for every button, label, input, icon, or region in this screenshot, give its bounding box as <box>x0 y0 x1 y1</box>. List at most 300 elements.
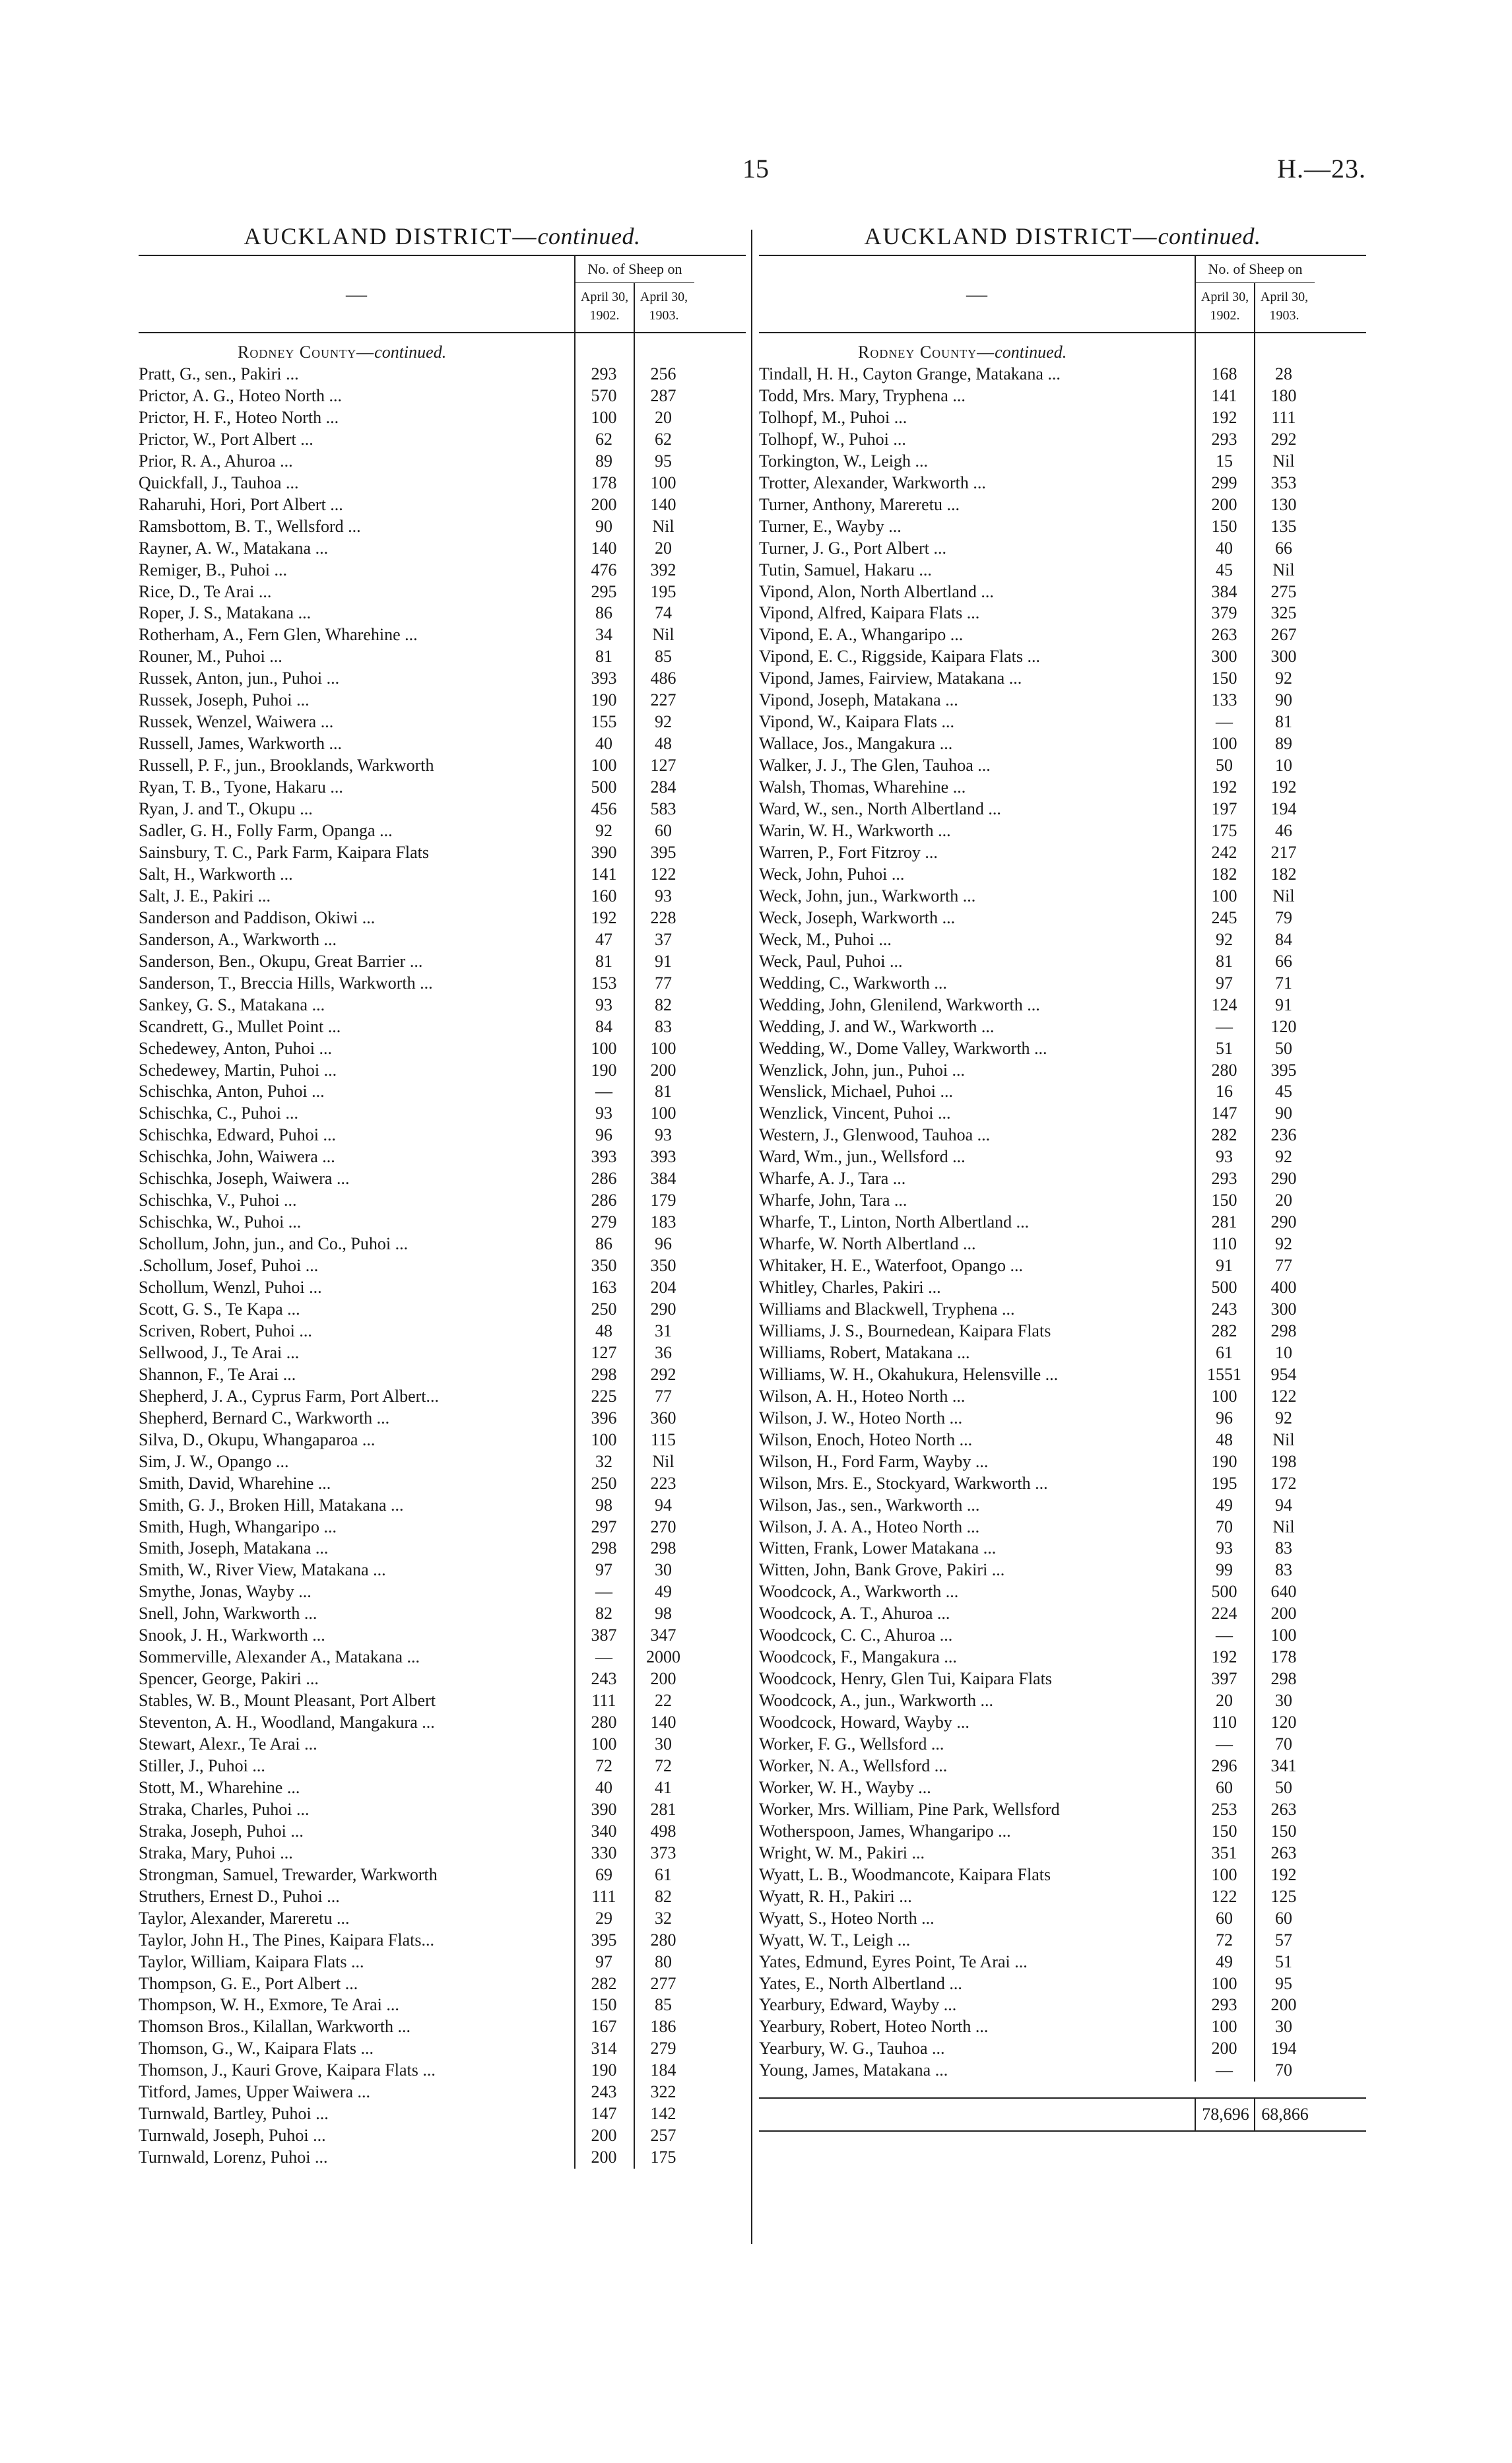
table-row <box>139 1799 746 1821</box>
sheep-1903: 82 <box>655 995 672 1014</box>
table-row <box>139 1517 746 1538</box>
sheep-1903: 10 <box>1275 1342 1292 1362</box>
owner-name: Straka, Mary, Puhoi ... <box>139 1843 293 1862</box>
table-row <box>139 1930 746 1952</box>
table-row <box>139 1125 746 1146</box>
sheep-1902: 93 <box>1216 1147 1233 1167</box>
sheep-1902: 97 <box>1216 973 1233 993</box>
table-row <box>139 1560 746 1581</box>
header-date-1903: April 30, 1903. <box>634 282 693 332</box>
table-row <box>759 1560 1366 1581</box>
sheep-1903: 90 <box>1275 690 1292 710</box>
sheep-1902: 379 <box>1211 603 1237 623</box>
table-row <box>759 1321 1366 1342</box>
sheep-1903: 122 <box>650 864 676 884</box>
sheep-1903: 120 <box>1270 1713 1297 1732</box>
sheep-1902: 93 <box>1216 1538 1233 1558</box>
sheep-1903: 298 <box>1270 1321 1297 1340</box>
sheep-1903: 275 <box>1270 581 1297 601</box>
sheep-1902: 280 <box>1211 1060 1237 1080</box>
owner-name: Sanderson, T., Breccia Hills, Warkworth ... <box>139 973 433 993</box>
table-row <box>759 820 1366 842</box>
owner-name: Tolhopf, W., Puhoi ... <box>759 429 906 449</box>
sheep-1902: 570 <box>591 385 617 405</box>
sheep-1902: 293 <box>591 364 617 383</box>
table-row <box>139 690 746 711</box>
sheep-1903: 96 <box>655 1234 672 1254</box>
table-row <box>139 1212 746 1233</box>
table-row <box>759 1843 1366 1864</box>
table-row <box>139 799 746 820</box>
table-row <box>759 473 1366 494</box>
owner-name: Ryan, J. and T., Okupu ... <box>139 799 313 819</box>
owner-name: Thomson, J., Kauri Grove, Kaipara Flats ... <box>139 2060 436 2080</box>
sheep-1902: 200 <box>591 2148 617 2167</box>
sheep-1903: 135 <box>1270 516 1297 536</box>
sheep-1903: Nil <box>1272 560 1295 579</box>
sheep-1903: 486 <box>650 669 676 688</box>
sheep-1902: 190 <box>591 690 617 710</box>
left-table-body <box>139 364 746 2169</box>
table-row <box>759 2016 1366 2038</box>
sheep-1902: 15 <box>1216 451 1233 471</box>
header-date-1902: April 30, 1902. <box>1195 282 1254 332</box>
table-row <box>139 1864 746 1886</box>
sheep-1902: 93 <box>595 995 612 1014</box>
sheep-1902: 147 <box>591 2104 617 2124</box>
sheep-1903: Nil <box>1272 886 1295 905</box>
table-row <box>139 929 746 951</box>
sheep-1902: 242 <box>1211 842 1237 862</box>
owner-name: Prictor, W., Port Albert ... <box>139 429 313 449</box>
sheep-1902: 99 <box>1216 1560 1233 1580</box>
owner-name: Titford, James, Upper Waiwera ... <box>139 2082 371 2102</box>
table-row <box>139 777 746 799</box>
owner-name: Scandrett, G., Mullet Point ... <box>139 1016 341 1036</box>
table-row <box>139 1038 746 1060</box>
owner-name: Sanderson, Ben., Okupu, Great Barrier ... <box>139 951 423 971</box>
sheep-1903: 236 <box>1270 1125 1297 1145</box>
sheep-1902: 245 <box>1211 907 1237 927</box>
sheep-1902: 175 <box>1211 821 1237 841</box>
sheep-1903: 83 <box>1275 1560 1292 1580</box>
sheep-1902: 296 <box>1211 1756 1237 1775</box>
sheep-1903: Nil <box>1272 1429 1295 1449</box>
sheep-1903: 290 <box>1270 1212 1297 1232</box>
table-row <box>139 820 746 842</box>
table-row <box>139 1756 746 1777</box>
table-row <box>759 995 1366 1016</box>
sheep-1902: 47 <box>595 929 612 949</box>
owner-name: Woodcock, Howard, Wayby ... <box>759 1713 970 1732</box>
column-divider <box>751 230 752 2244</box>
owner-name: Rayner, A. W., Matakana ... <box>139 538 329 558</box>
owner-name: Yates, Edmund, Eyres Point, Te Arai ... <box>759 1952 1028 1971</box>
sheep-1903: 22 <box>655 1691 672 1711</box>
header-dash: — <box>966 282 987 306</box>
owner-name: Yearbury, W. G., Tauhoa ... <box>759 2039 945 2058</box>
sheep-1902: 200 <box>1211 2039 1237 2058</box>
owner-name: Struthers, Ernest D., Puhoi ... <box>139 1886 340 1906</box>
table-row <box>759 1625 1366 1647</box>
table-row <box>759 973 1366 995</box>
table-row <box>759 1994 1366 2016</box>
owner-name: Thompson, G. E., Port Albert ... <box>139 1973 358 1993</box>
right-column <box>759 218 1366 2132</box>
owner-name: Wedding, C., Warkworth ... <box>759 973 947 993</box>
sheep-1902: 100 <box>1211 1864 1237 1884</box>
table-row <box>759 364 1366 385</box>
sheep-1903: 84 <box>1275 929 1292 949</box>
sheep-1902: 351 <box>1211 1843 1237 1862</box>
sheep-1903: 583 <box>650 799 676 819</box>
table-row <box>759 516 1366 538</box>
sheep-1902: 153 <box>591 973 617 993</box>
sheep-1902: 111 <box>591 1691 616 1711</box>
sheep-1902: 293 <box>1211 429 1237 449</box>
sheep-1903: 85 <box>655 647 672 667</box>
sheep-1902: 279 <box>591 1212 617 1232</box>
table-row <box>759 1386 1366 1408</box>
sheep-1902: 60 <box>1216 1777 1233 1797</box>
owner-name: Yearbury, Robert, Hoteo North ... <box>759 2017 989 2037</box>
sheep-1902: 384 <box>1211 581 1237 601</box>
sheep-1902: 40 <box>595 734 612 754</box>
sheep-1903: 46 <box>1275 821 1292 841</box>
sheep-1903: 270 <box>650 1517 676 1536</box>
table-row <box>759 1734 1366 1756</box>
sheep-1903: 140 <box>650 1713 676 1732</box>
table-row <box>139 1060 746 1082</box>
table-row <box>759 407 1366 429</box>
sheep-1902: 293 <box>1211 1169 1237 1189</box>
table-row <box>759 1168 1366 1190</box>
table-row <box>139 603 746 624</box>
table-row <box>759 777 1366 799</box>
table-row <box>139 1299 746 1321</box>
owner-name: Rotherham, A., Fern Glen, Wharehine ... <box>139 625 418 645</box>
table-row <box>759 1081 1366 1103</box>
sheep-1902: 150 <box>1211 516 1237 536</box>
table-row <box>139 1495 746 1517</box>
table-row <box>139 1103 746 1125</box>
owner-name: Russell, James, Warkworth ... <box>139 734 342 754</box>
sheep-1902: 141 <box>591 864 617 884</box>
sheep-1903: 228 <box>650 907 676 927</box>
sheep-1902: 32 <box>595 1451 612 1471</box>
sheep-1903: 10 <box>1275 756 1292 775</box>
table-row <box>139 2103 746 2125</box>
owner-name: Schollum, Wenzl, Puhoi ... <box>139 1278 322 1297</box>
sheep-1903: 263 <box>1270 1799 1297 1819</box>
sheep-1903: 183 <box>650 1212 676 1232</box>
table-row <box>139 864 746 886</box>
sheep-1903: 384 <box>650 1169 676 1189</box>
sheep-1902: 150 <box>1211 1821 1237 1841</box>
sheep-1902: 96 <box>1216 1408 1233 1428</box>
sheep-1903: 122 <box>1270 1386 1297 1406</box>
table-row <box>139 907 746 929</box>
table-row <box>139 1994 746 2016</box>
owner-name: Vipond, Alon, North Albertland ... <box>759 581 994 601</box>
table-row <box>139 1908 746 1930</box>
owner-name: Turnwald, Joseph, Puhoi ... <box>139 2126 326 2146</box>
table-row <box>759 1429 1366 1451</box>
sheep-1903: 257 <box>650 2126 676 2146</box>
sheep-1903: 77 <box>655 1386 672 1406</box>
header-date-1903: April 30, 1903. <box>1254 282 1313 332</box>
sheep-1902: 81 <box>595 647 612 667</box>
sheep-1903: 184 <box>650 2060 676 2080</box>
table-row <box>759 560 1366 581</box>
sheep-1902: 293 <box>1211 1995 1237 2015</box>
section-title <box>759 341 1366 364</box>
table-row <box>759 1517 1366 1538</box>
sheep-1903: 393 <box>650 1147 676 1167</box>
totals-row <box>759 2097 1366 2132</box>
sheep-1903: 263 <box>1270 1843 1297 1862</box>
owner-name: Western, J., Glenwood, Tauhoa ... <box>759 1125 991 1145</box>
owner-name: Warren, P., Fort Fitzroy ... <box>759 842 938 862</box>
owner-name: Walsh, Thomas, Wharehine ... <box>759 777 966 797</box>
owner-name: Shepherd, J. A., Cyprus Farm, Port Albert... <box>139 1386 439 1406</box>
table-row <box>139 1973 746 1995</box>
owner-name: Whitaker, H. E., Waterfoot, Opango ... <box>759 1256 1023 1276</box>
table-row <box>139 842 746 864</box>
owner-name: Williams and Blackwell, Tryphena ... <box>759 1299 1015 1319</box>
header-sheep-on: No. of Sheep on <box>574 256 694 283</box>
sheep-1902: 20 <box>1216 1691 1233 1711</box>
owner-name: Wilson, H., Ford Farm, Wayby ... <box>759 1451 989 1471</box>
sheep-1903: 325 <box>1270 603 1297 623</box>
sheep-1903: 298 <box>650 1538 676 1558</box>
sheep-1903: 200 <box>1270 1604 1297 1624</box>
sheep-1902: 314 <box>591 2039 617 2058</box>
table-row <box>139 581 746 603</box>
owner-name: Strongman, Samuel, Trewarder, Warkworth <box>139 1864 438 1884</box>
owner-name: Schischka, W., Puhoi ... <box>139 1212 302 1232</box>
sheep-1902: 192 <box>1211 407 1237 427</box>
sheep-1903: 400 <box>1270 1278 1297 1297</box>
owner-name: Schischka, V., Puhoi ... <box>139 1191 297 1210</box>
sheep-1902: 100 <box>591 407 617 427</box>
sheep-1903: 81 <box>1275 712 1292 732</box>
owner-name: Wharfe, A. J., Tara ... <box>759 1169 906 1189</box>
sheep-1903: 111 <box>1271 407 1296 427</box>
sheep-1903: 83 <box>1275 1538 1292 1558</box>
sheep-1903: 94 <box>1275 1495 1292 1515</box>
table-row <box>139 1886 746 1908</box>
owner-name: Snook, J. H., Warkworth ... <box>139 1626 325 1645</box>
table-row <box>139 1408 746 1429</box>
sheep-1903: 194 <box>1270 2039 1297 2058</box>
sheep-1903: 36 <box>655 1342 672 1362</box>
table-row <box>139 995 746 1016</box>
owner-name: Vipond, James, Fairview, Matakana ... <box>759 669 1022 688</box>
sheep-1903: 20 <box>1275 1191 1292 1210</box>
sheep-1903: 31 <box>655 1321 672 1340</box>
sheep-1903: 66 <box>1275 538 1292 558</box>
sheep-1902: 140 <box>591 538 617 558</box>
table-row <box>139 2016 746 2038</box>
table-row <box>759 1973 1366 1995</box>
sheep-1903: 287 <box>650 385 676 405</box>
sheep-1903: 92 <box>1275 669 1292 688</box>
sheep-1903: 45 <box>1275 1082 1292 1101</box>
table-row <box>139 2082 746 2103</box>
sheep-1902: 97 <box>595 1560 612 1580</box>
owner-name: Steventon, A. H., Woodland, Mangakura ... <box>139 1713 435 1732</box>
sheep-1902: 286 <box>591 1169 617 1189</box>
owner-name: Wotherspoon, James, Whangaripo ... <box>759 1821 1011 1841</box>
sheep-1903: 217 <box>1270 842 1297 862</box>
owner-name: Wenslick, Michael, Puhoi ... <box>759 1082 953 1101</box>
sheep-1902: 250 <box>591 1473 617 1493</box>
table-row <box>759 1581 1366 1603</box>
owner-name: Ramsbottom, B. T., Wellsford ... <box>139 516 361 536</box>
sheep-1902: 397 <box>1211 1669 1237 1689</box>
owner-name: Smythe, Jonas, Wayby ... <box>139 1582 312 1602</box>
sheep-1903: 341 <box>1270 1756 1297 1775</box>
table-row <box>759 1886 1366 1908</box>
table-row <box>759 886 1366 907</box>
sheep-1902: 243 <box>591 2082 617 2102</box>
sheep-1902: 253 <box>1211 1799 1237 1819</box>
table-row <box>139 2147 746 2169</box>
owner-name: Wyatt, R. H., Pakiri ... <box>759 1886 912 1906</box>
table-row <box>139 1342 746 1364</box>
sheep-1903: 192 <box>1270 777 1297 797</box>
sheep-1903: 100 <box>650 473 676 492</box>
sheep-1903: 83 <box>655 1016 672 1036</box>
owner-name: Worker, F. G., Wellsford ... <box>759 1734 944 1754</box>
table-row <box>139 1952 746 1973</box>
sheep-1902: 178 <box>591 473 617 492</box>
owner-name: Vipond, E. C., Riggside, Kaipara Flats ... <box>759 647 1040 667</box>
owner-name: Vipond, E. A., Whangaripo ... <box>759 625 964 645</box>
sheep-1903: 20 <box>655 407 672 427</box>
owner-name: Woodcock, F., Mangakura ... <box>759 1647 957 1667</box>
sheep-1903: 85 <box>655 1995 672 2015</box>
sheep-1903: 350 <box>650 1256 676 1276</box>
table-row <box>759 429 1366 451</box>
owner-name: Wyatt, L. B., Woodmancote, Kaipara Flats <box>759 1864 1051 1884</box>
table-row <box>759 1038 1366 1060</box>
district-title-text: AUCKLAND DISTRICT— <box>864 223 1158 249</box>
table-row <box>139 1777 746 1799</box>
table-row <box>759 603 1366 624</box>
owner-name: Turner, Anthony, Mareretu ... <box>759 494 960 514</box>
table-header <box>759 255 1366 333</box>
table-row <box>759 494 1366 516</box>
sheep-1903: 100 <box>650 1038 676 1058</box>
sheep-1903: 74 <box>655 603 672 623</box>
owner-name: Ward, W., sen., North Albertland ... <box>759 799 1001 819</box>
sheep-1902: 34 <box>595 625 612 645</box>
table-row <box>139 951 746 973</box>
report-code: H.—23. <box>1277 154 1366 183</box>
sheep-1902: 86 <box>595 1234 612 1254</box>
sheep-1903: 279 <box>650 2039 676 2058</box>
owner-name: Sanderson, A., Warkworth ... <box>139 929 337 949</box>
sheep-1903: Nil <box>652 516 674 536</box>
owner-name: Spencer, George, Pakiri ... <box>139 1669 319 1689</box>
owner-name: Smith, David, Wharehine ... <box>139 1473 331 1493</box>
sheep-1902: 393 <box>591 669 617 688</box>
table-row <box>759 1212 1366 1233</box>
sheep-1902: 89 <box>595 451 612 471</box>
sheep-1903: 100 <box>1270 1626 1297 1645</box>
sheep-1902: 92 <box>595 821 612 841</box>
owner-name: Russell, P. F., jun., Brooklands, Warkworth <box>139 756 434 775</box>
owner-name: Smith, Joseph, Matakana ... <box>139 1538 329 1558</box>
table-row <box>759 711 1366 733</box>
owner-name: Worker, W. H., Wayby ... <box>759 1777 931 1797</box>
sheep-1902: 393 <box>591 1147 617 1167</box>
sheep-1902: 100 <box>591 1429 617 1449</box>
sheep-1902: 62 <box>595 429 612 449</box>
sheep-1902: 280 <box>591 1713 617 1732</box>
table-row <box>139 1581 746 1603</box>
sheep-1903: 178 <box>1270 1647 1297 1667</box>
header-sheep-on: No. of Sheep on <box>1195 256 1315 283</box>
table-row <box>759 1495 1366 1517</box>
sheep-1902: 60 <box>1216 1908 1233 1928</box>
sheep-1903: 66 <box>1275 951 1292 971</box>
table-row <box>759 1451 1366 1473</box>
table-row <box>759 1125 1366 1146</box>
sheep-1902: 282 <box>591 1973 617 1993</box>
owner-name: Salt, J. E., Pakiri ... <box>139 886 271 905</box>
sheep-1902: 350 <box>591 1256 617 1276</box>
sheep-1903: 182 <box>1270 864 1297 884</box>
table-row <box>759 538 1366 560</box>
owner-name: Schischka, John, Waiwera ... <box>139 1147 335 1167</box>
table-row <box>139 646 746 668</box>
sheep-1903: Nil <box>652 1451 674 1471</box>
owner-name: Wilson, Jas., sen., Warkworth ... <box>759 1495 980 1515</box>
table-row <box>759 1473 1366 1495</box>
sheep-1902: 299 <box>1211 473 1237 492</box>
sheep-1903: 227 <box>650 690 676 710</box>
table-row <box>139 407 746 429</box>
sheep-1903: 77 <box>655 973 672 993</box>
sheep-1903: 70 <box>1275 2060 1292 2080</box>
sheep-1903: 392 <box>650 560 676 579</box>
owner-name: Salt, H., Warkworth ... <box>139 864 293 884</box>
table-row <box>759 1299 1366 1321</box>
sheep-1902: 100 <box>1211 734 1237 754</box>
sheep-1902: 243 <box>591 1669 617 1689</box>
owner-name: Witten, Frank, Lower Matakana ... <box>759 1538 997 1558</box>
sheep-1903: 32 <box>655 1908 672 1928</box>
table-row <box>759 690 1366 711</box>
sheep-1903: 395 <box>650 842 676 862</box>
sheep-1902: 45 <box>1216 560 1233 579</box>
sheep-1903: 284 <box>650 777 676 797</box>
owner-name: Thomson, G., W., Kaipara Flats ... <box>139 2039 374 2058</box>
owner-name: Williams, Robert, Matakana ... <box>759 1342 970 1362</box>
sheep-1903: 277 <box>650 1973 676 1993</box>
sheep-1902: 330 <box>591 1843 617 1862</box>
owner-name: .Schollum, Josef, Puhoi ... <box>139 1256 319 1276</box>
table-row <box>759 864 1366 886</box>
sheep-1903: 281 <box>650 1799 676 1819</box>
sheep-1902: 98 <box>595 1495 612 1515</box>
table-row <box>759 1016 1366 1038</box>
owner-name: Woodcock, A. T., Ahuroa ... <box>759 1604 950 1624</box>
sheep-1902: 456 <box>591 799 617 819</box>
